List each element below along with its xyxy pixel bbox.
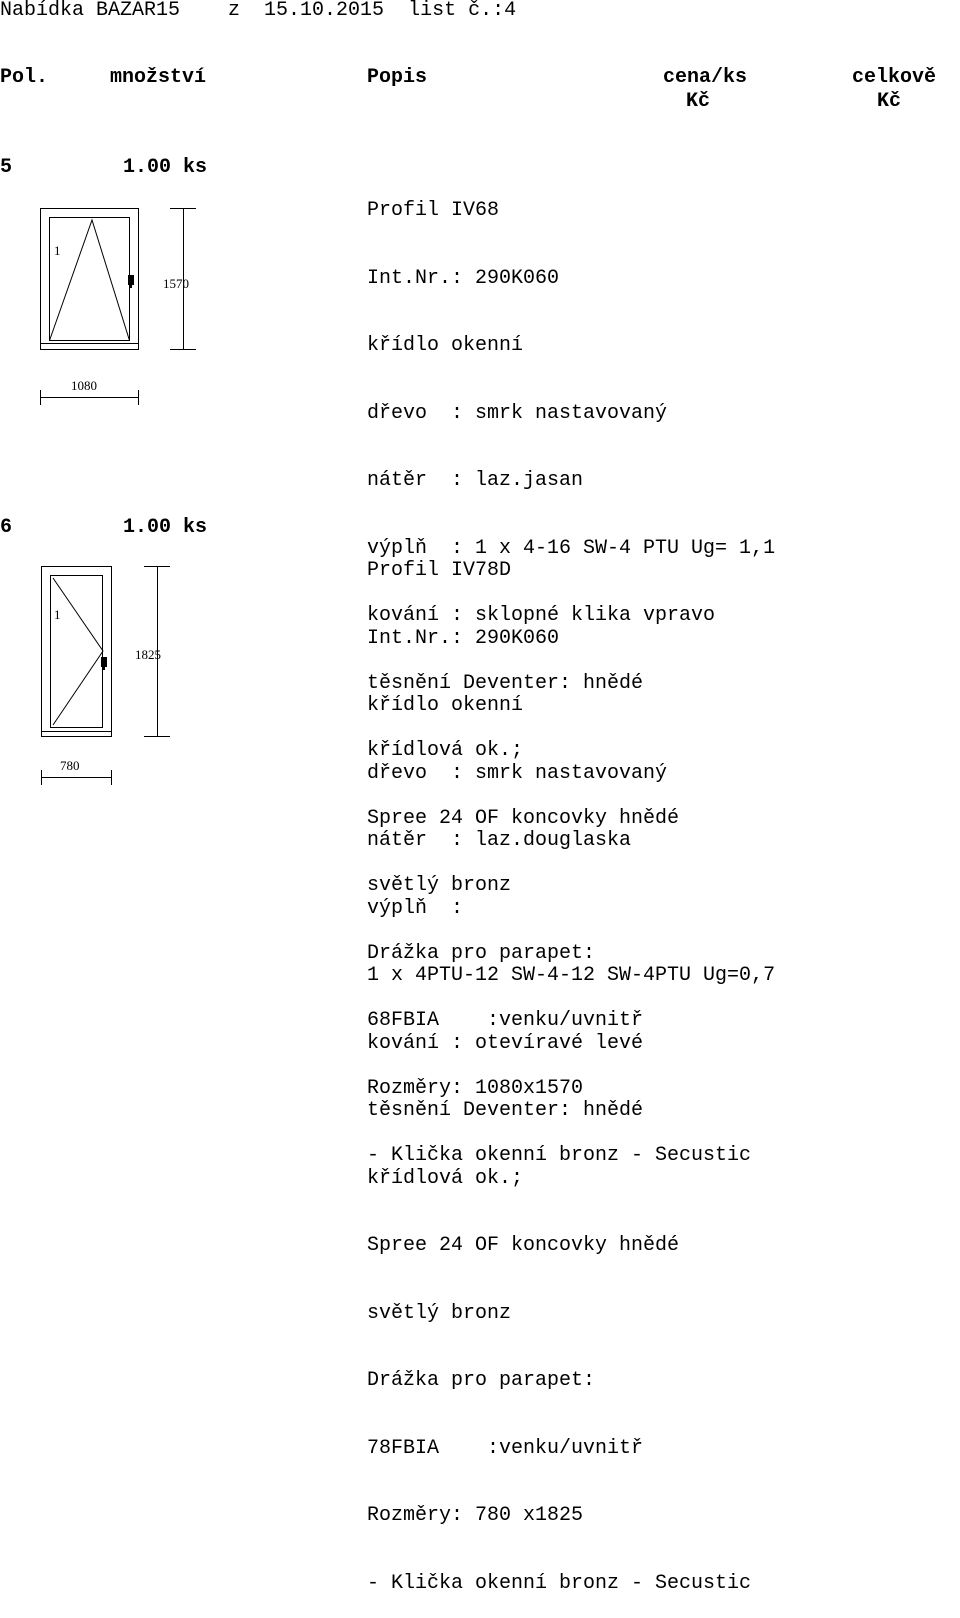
item-position: 5	[0, 156, 13, 179]
desc-line: těsnění Deventer: hnědé	[367, 1099, 644, 1122]
page-title: Nabídka BAZAR15 z 15.10.2015 list č.:4	[0, 0, 517, 22]
item-description	[367, 515, 775, 1618]
desc-line: světlý bronz	[367, 874, 512, 897]
window-sash	[51, 576, 103, 728]
desc-line: - Klička okenní bronz - Secustic	[367, 1144, 752, 1167]
col-header-desc: Popis	[367, 66, 428, 89]
desc-line: světlý bronz	[367, 1301, 512, 1325]
height-label: 1570	[163, 276, 189, 291]
desc-line: 1 x 4PTU-12 SW-4-12 SW-4PTU Ug=0,7	[367, 964, 776, 987]
desc-line: Rozměry: 780 x1825	[367, 1504, 584, 1527]
desc-line: 68FBIA :venku/uvnitř	[367, 1009, 644, 1032]
opening-triangle	[50, 220, 130, 341]
desc-line: kování : sklopné klika vpravo	[367, 604, 716, 627]
width-label: 780	[60, 758, 80, 773]
desc-line: nátěr : laz.douglaska	[367, 829, 632, 852]
col-header-total: celkově	[852, 66, 937, 89]
desc-line: křídlová ok.;	[367, 739, 524, 762]
desc-line: 78FBIA :venku/uvnitř	[367, 1436, 644, 1460]
desc-line: Drážka pro parapet:	[367, 941, 596, 965]
item-quantity: 1.00 ks	[123, 156, 208, 179]
col-header-qty: množství	[110, 66, 207, 89]
col-header-total-currency: Kč	[877, 90, 902, 113]
opening-triangle	[53, 578, 103, 725]
sash-number: 1	[54, 243, 61, 258]
handle-icon	[128, 275, 134, 288]
desc-line: dřevo : smrk nastavovaný	[367, 761, 668, 785]
desc-line: Rozměry: 1080x1570	[367, 1076, 584, 1100]
window-frame	[41, 209, 139, 350]
desc-line: Spree 24 OF koncovky hnědé	[367, 1234, 680, 1257]
desc-line: Int.Nr.: 290K060	[367, 626, 560, 650]
desc-line: křídlo okenní	[367, 694, 524, 717]
desc-line: Profil IV68	[367, 199, 500, 222]
window-sketch-item-6	[41, 566, 170, 785]
desc-line: Profil IV78D	[367, 559, 512, 582]
height-label: 1825	[135, 647, 161, 662]
sash-number: 1	[54, 607, 61, 622]
handle-icon	[101, 657, 107, 670]
desc-line: výplň : 1 x 4-16 SW-4 PTU Ug= 1,1	[367, 536, 776, 560]
desc-line: Drážka pro parapet:	[367, 1369, 596, 1392]
item-position: 6	[0, 516, 13, 539]
col-header-unit-price-currency: Kč	[686, 90, 711, 113]
desc-line: dřevo : smrk nastavovaný	[367, 401, 668, 425]
window-sash	[50, 218, 130, 341]
col-header-pos: Pol.	[0, 66, 49, 89]
desc-line: těsnění Deventer: hnědé	[367, 671, 644, 695]
width-label: 1080	[71, 378, 97, 393]
desc-line: křídlo okenní	[367, 334, 524, 357]
col-header-unit-price: cena/ks	[663, 66, 748, 89]
desc-line: křídlová ok.;	[367, 1166, 524, 1190]
desc-line: - Klička okenní bronz - Secustic	[367, 1571, 752, 1595]
item-quantity: 1.00 ks	[123, 516, 208, 539]
desc-line: nátěr : laz.jasan	[367, 469, 584, 492]
desc-line: Spree 24 OF koncovky hnědé	[367, 806, 680, 830]
desc-line: výplň :	[367, 896, 464, 920]
desc-line: kování : otevíravé levé	[367, 1031, 644, 1055]
desc-line: Int.Nr.: 290K060	[367, 266, 560, 290]
window-frame	[42, 567, 112, 737]
